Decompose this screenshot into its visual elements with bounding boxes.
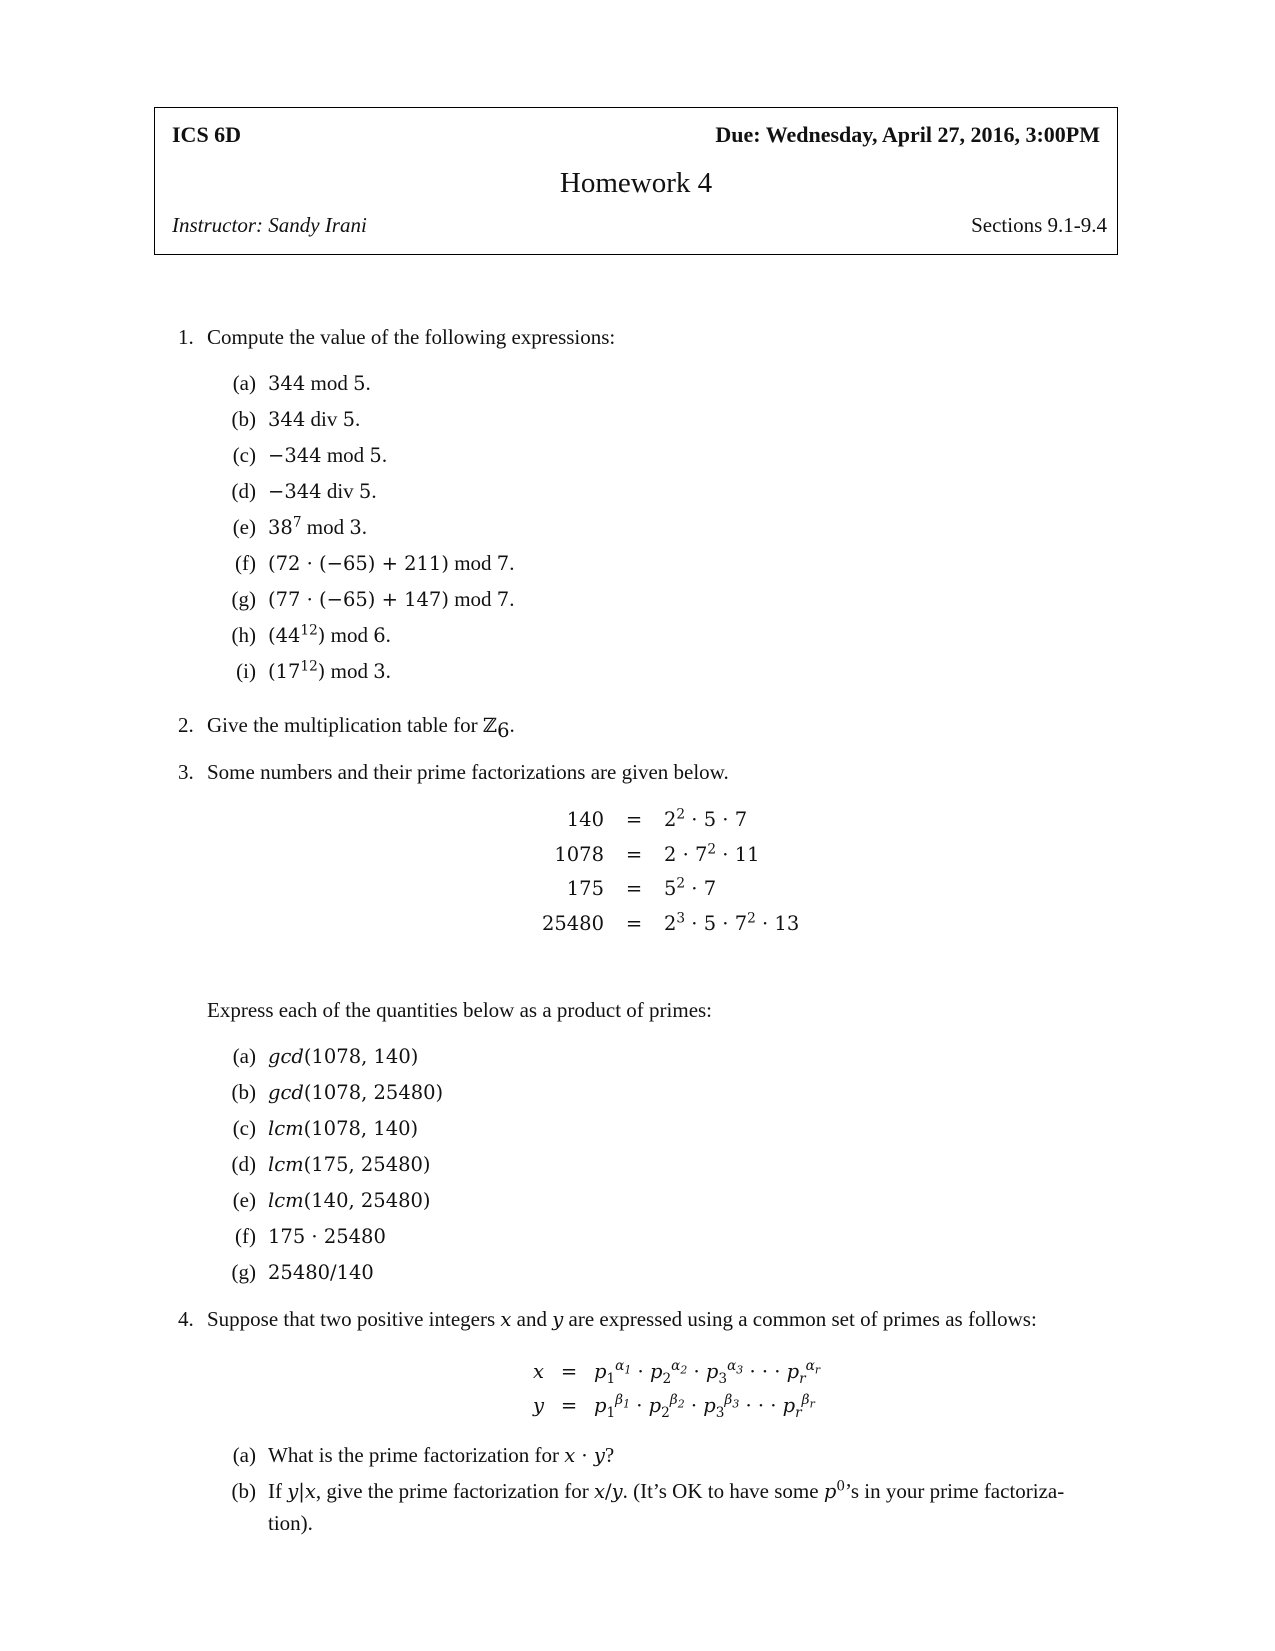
problem-number: 2. xyxy=(178,713,194,737)
factorization-table: 140 = $2^2 \cdot 5 \cdot 7$ 1078 = $2 \cdot 7^2 \cdot 11$ 175 = $5^2 \cdot 7$ 25480 = $2^3 \cdot 5 \cdot 7^2 \cdot 13$ xyxy=(541,806,800,935)
p3-item-e: (e) lcm(140, 25480) xyxy=(232,1188,431,1212)
p3-item-f: (f) 175 · 25480 xyxy=(235,1224,386,1248)
p3-item-b: (b) gcd(1078, 25480) xyxy=(231,1080,444,1104)
p3-item-d: (d) lcm(175, 25480) xyxy=(231,1152,431,1176)
p1-item-d: (d) −344 div 5. xyxy=(231,479,377,503)
p3-item-g: (g) 25480/140 xyxy=(231,1260,374,1284)
page-title: Homework 4 xyxy=(559,167,713,199)
p4-item-b-cont: tion). xyxy=(268,1511,313,1535)
p3-item-c: (c) lcm(1078, 140) xyxy=(232,1116,419,1140)
p1-item-h: (h) $(44^{12})$ mod 6. xyxy=(231,622,391,647)
p1-item-e: (e) $38^7$ mod 3. xyxy=(232,514,368,539)
sections: Sections 9.1-9.4 xyxy=(971,213,1107,237)
problem-1 xyxy=(178,324,615,350)
problem-3 xyxy=(178,759,729,785)
prime-expression-table: x = $p_1^{\alpha_1} \cdot p_2^{\alpha_2} \cdot p_3^{\alpha_3}$ · · · $p_r^{\alpha_r}$ y = $p_1^{\beta_1} \cdot p_2^{\beta_2} \cdot p_3^{\beta_3}$ · · · $p_r^{\beta_r}$ xyxy=(532,1358,821,1421)
problem-text: Some numbers and their prime factorizations are given below. xyxy=(207,760,729,784)
p1-item-b: (b) 344 div 5. xyxy=(231,407,361,431)
problem-number: 1. xyxy=(178,325,194,349)
problem-text: Compute the value of the following expressions: xyxy=(207,325,616,349)
problem-2: 2. Give the multiplication table for ℤ$_6$. xyxy=(178,713,515,743)
express-instruction: Express each of the quantities below as a product of primes: xyxy=(207,998,713,1022)
course-code: ICS 6D xyxy=(172,122,242,147)
p4-item-a: (a) What is the prime factorization for x · y? xyxy=(232,1443,615,1467)
p1-item-g: (g) (77 · (−65) + 147) mod 7. xyxy=(231,587,515,611)
p3-item-a: (a) gcd(1078, 140) xyxy=(232,1044,419,1068)
instructor: Instructor: Sandy Irani xyxy=(172,213,367,237)
problem-4: 4. Suppose that two positive integers x and y are expressed using a common set of primes as follows: xyxy=(178,1307,1037,1331)
problem-number: 3. xyxy=(178,760,194,784)
p1-item-i: (i) $(17^{12})$ mod 3. xyxy=(236,658,391,683)
problem-text: Give the multiplication table for xyxy=(207,713,478,737)
p1-item-a: (a) 344 mod 5. xyxy=(232,371,371,395)
header-box xyxy=(154,107,1118,255)
problem-number: 4. xyxy=(178,1307,194,1331)
p1-item-c: (c) −344 mod 5. xyxy=(232,443,388,467)
due-date: Due: Wednesday, April 27, 2016, 3:00PM xyxy=(715,122,1100,147)
p1-item-f: (f) (72 · (−65) + 211) mod 7. xyxy=(235,551,515,575)
p4-item-b: (b) If y|x, give the prime factorization for x/y. (It’s OK to have some $p^0’s$ in your prime factoriza- xyxy=(231,1478,1065,1503)
